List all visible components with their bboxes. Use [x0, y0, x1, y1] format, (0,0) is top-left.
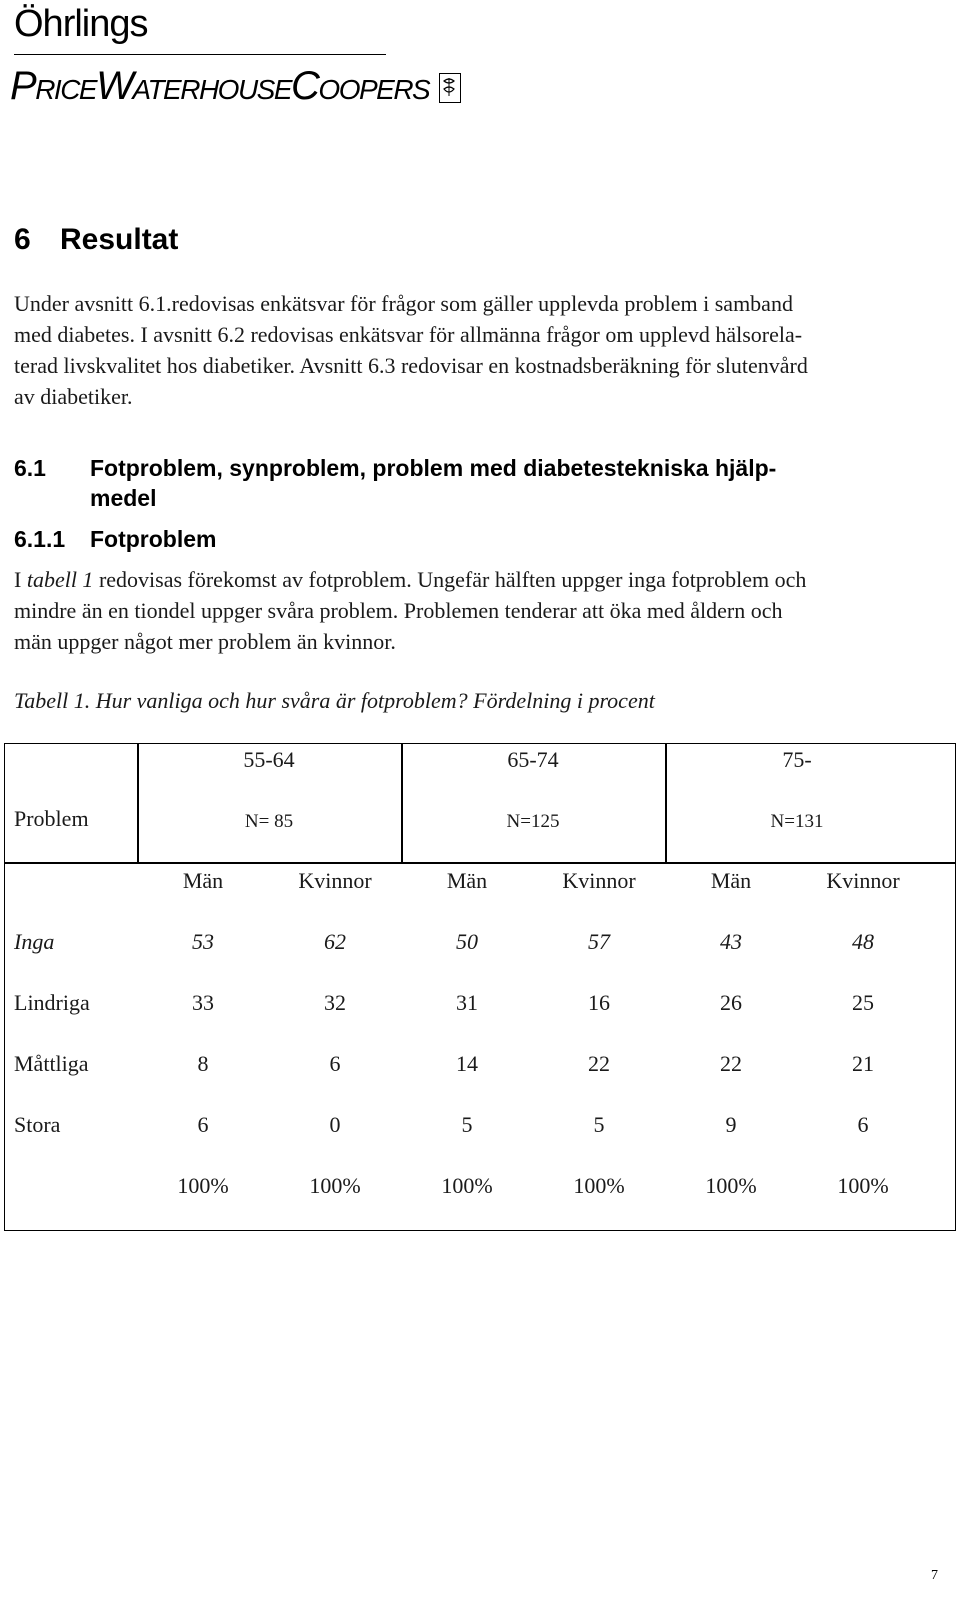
table-cell: 6: [329, 1051, 341, 1076]
table-caption: Tabell 1. Hur vanliga och hur svåra är fotproblem? Fördelning i procent: [14, 688, 655, 713]
sex-header: Kvinnor: [826, 868, 900, 893]
body-line: män uppger något mer problem än kvinnor.: [14, 629, 396, 654]
table-cell: 33: [192, 990, 214, 1015]
table-cell: 57: [588, 929, 610, 954]
body-text: I: [14, 567, 27, 592]
total-cell: 100%: [177, 1173, 229, 1198]
subsection-number: 6.1: [14, 455, 46, 481]
table-cell: 50: [456, 929, 478, 954]
table-cell: 22: [720, 1051, 742, 1076]
sex-header: Kvinnor: [562, 868, 636, 893]
subsection-title: Fotproblem, synproblem, problem med diabetestekniska hjälp-: [90, 455, 777, 481]
subsubsection-number: 6.1.1: [14, 526, 66, 552]
total-cell: 100%: [441, 1173, 493, 1198]
sex-header: Män: [446, 868, 488, 893]
brand-letters: RICE: [35, 74, 97, 105]
table-vertical-rule: [137, 744, 139, 862]
body-text: redovisas förekomst av fotproblem. Ungefär hälften uppger inga fotproblem och: [93, 567, 807, 592]
brand-letter: P: [10, 64, 36, 108]
brand-wordmark: [10, 64, 429, 112]
table-cell: 43: [720, 929, 742, 954]
intro-line: med diabetes. I avsnitt 6.2 redovisas enkätsvar för allmänna frågor om upplevd hälsorela-: [14, 322, 803, 347]
row-label: Måttliga: [14, 1051, 89, 1076]
table-cell: 5: [593, 1112, 605, 1137]
age-group-count: N=131: [770, 811, 824, 832]
brand-letters: OOPERS: [318, 74, 430, 105]
sex-header: Kvinnor: [298, 868, 372, 893]
table-cell: 6: [197, 1112, 209, 1137]
age-group-label: 75-: [782, 747, 812, 772]
subsubsection-title: Fotproblem: [90, 526, 217, 552]
foot-problem-table: [4, 743, 956, 1231]
subsubsection-heading: [14, 524, 217, 554]
intro-line: terad livskvalitet hos diabetiker. Avsnitt 6.3 redovisar en kostnadsberäkning för slutenvård: [14, 353, 808, 378]
logo-divider: [14, 54, 386, 55]
table-cell: 62: [324, 929, 346, 954]
table-cell: 0: [329, 1112, 341, 1137]
table-cell: 25: [852, 990, 874, 1015]
brand-letter: W: [96, 64, 133, 108]
brand-letters: ATERHOUSE: [132, 74, 292, 105]
brand-name-ohrlings: Öhrlings: [14, 3, 148, 45]
subsection-heading-continued: medel: [90, 485, 157, 511]
sex-header: Män: [182, 868, 224, 893]
table-cell: 9: [725, 1112, 737, 1137]
row-label: Inga: [14, 929, 55, 954]
brand-letter: C: [291, 64, 319, 108]
total-cell: 100%: [705, 1173, 757, 1198]
table-cell: 21: [852, 1051, 874, 1076]
table-cell: 16: [588, 990, 610, 1015]
table-cell: 31: [456, 990, 478, 1015]
total-cell: 100%: [309, 1173, 361, 1198]
table-vertical-rule: [665, 744, 667, 862]
page-number: 7: [931, 1568, 938, 1583]
table-cell: 48: [852, 929, 874, 954]
intro-line: Under avsnitt 6.1.redovisas enkätsvar för frågor som gäller upplevda problem i samband: [14, 291, 793, 316]
table-cell: 53: [192, 929, 214, 954]
total-cell: 100%: [837, 1173, 889, 1198]
age-group-count: N=125: [506, 811, 560, 832]
age-group-count: N= 85: [244, 811, 294, 832]
table-cell: 8: [197, 1051, 209, 1076]
table-cell: 5: [461, 1112, 473, 1137]
age-group-label: 55-64: [243, 747, 295, 772]
intro-paragraph: [14, 288, 934, 412]
age-group-label: 65-74: [507, 747, 559, 772]
body-line: mindre än en tiondel uppger svåra problem. Problemen tenderar att öka med åldern och: [14, 598, 783, 623]
body-line: [14, 564, 934, 595]
brand-logo-pricewaterhousecoopers: [10, 64, 461, 112]
body-paragraph: [14, 564, 934, 657]
intro-line: av diabetiker.: [14, 384, 133, 409]
row-label: Lindriga: [14, 990, 90, 1015]
section-title: Resultat: [60, 223, 179, 256]
table-cell: 32: [324, 990, 346, 1015]
row-label: Stora: [14, 1112, 61, 1137]
table-reference-link: tabell 1: [26, 567, 94, 592]
subsection-heading: [14, 453, 776, 483]
section-heading: [14, 222, 178, 258]
table-cell: 6: [857, 1112, 869, 1137]
brand-emblem-icon: [439, 73, 461, 103]
sex-header: Män: [710, 868, 752, 893]
table-cell: 26: [720, 990, 742, 1015]
table-horizontal-rule: [5, 862, 955, 864]
table-cell: 14: [456, 1051, 478, 1076]
table-cell: 22: [588, 1051, 610, 1076]
total-cell: 100%: [573, 1173, 625, 1198]
table-vertical-rule: [401, 744, 403, 862]
table-corner-label: Problem: [14, 806, 89, 831]
section-number: 6: [14, 223, 31, 256]
